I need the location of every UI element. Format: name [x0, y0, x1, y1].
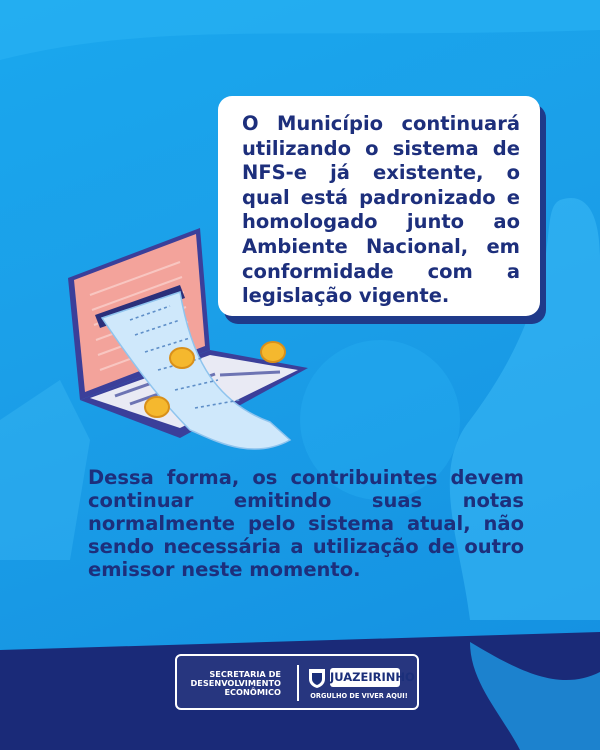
city-crest-icon: [307, 667, 327, 689]
city-slogan: ORGULHO DE VIVER AQUI!: [310, 692, 408, 700]
background-wave: [0, 0, 600, 60]
callout-text: O Município continuará utilizando o sistema de NFS-e já existente, o qual está padronizado e homologado junto ao Ambiente Nacional, em conformidade com a legislação vigente.: [242, 112, 520, 308]
institutional-logo: [175, 654, 419, 710]
body-text: Dessa forma, os contribuintes devem continuar emitindo suas notas normalmente pelo sistema atual, não sendo necessária a utilização de outro emissor neste momento.: [88, 466, 524, 581]
secretaria-label: SECRETARIA DE DESENVOLVIMENTO ECONÔMICO: [190, 669, 281, 697]
info-callout: [218, 96, 540, 316]
city-name: JUAZEIRINHO: [330, 668, 400, 687]
logo-divider: [297, 665, 299, 701]
